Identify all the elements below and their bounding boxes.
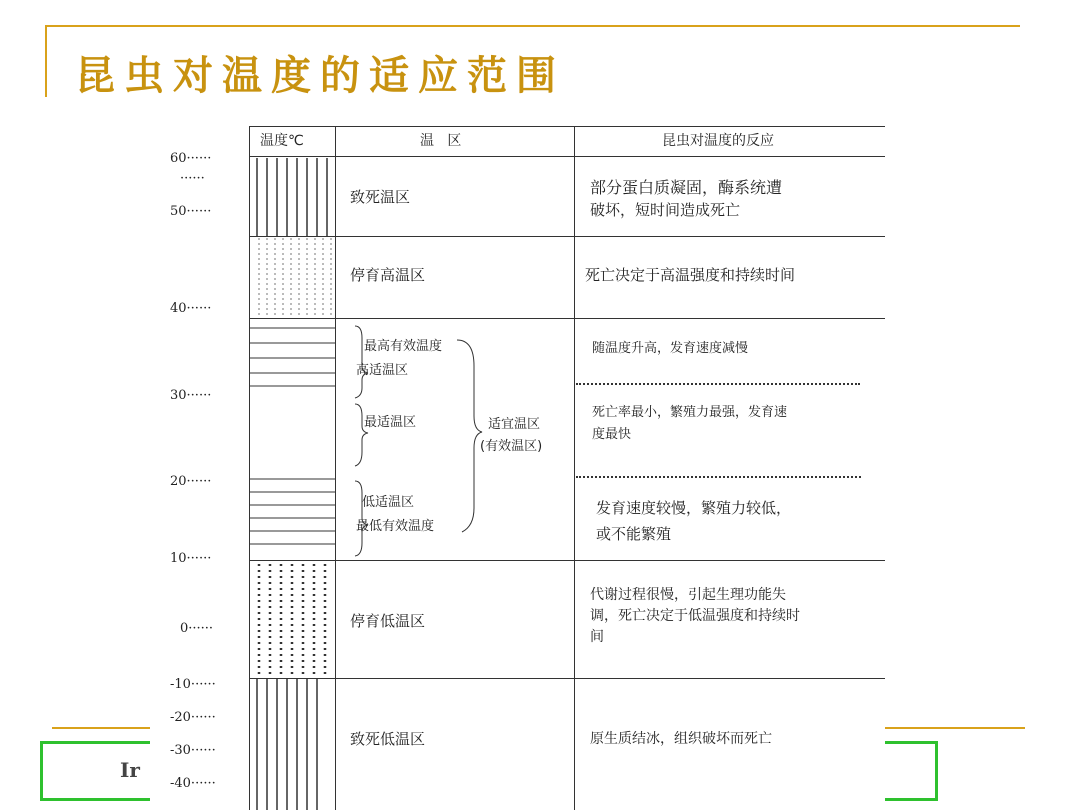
bottom-accent-line-right xyxy=(880,727,1025,729)
zone-high-suitable: 高适温区 xyxy=(356,363,409,378)
header-separator xyxy=(250,156,885,157)
footer-text: Ir xyxy=(120,758,140,782)
response-optimal-line1: 死亡率最小，繁殖力最强，发育速 xyxy=(592,405,788,420)
header-response: 昆虫对温度的反应 xyxy=(662,133,774,149)
tick-20: 20······ xyxy=(170,474,212,489)
zone-low-suitable: 低适温区 xyxy=(362,495,415,510)
slide-title: 昆虫对温度的适应范围 xyxy=(75,52,565,99)
response-divider-2 xyxy=(576,476,861,478)
header-temperature: 温度℃ xyxy=(260,133,304,149)
response-dormant-high: 死亡决定于高温强度和持续时间 xyxy=(585,266,796,284)
tick-minus30: -30······ xyxy=(170,743,216,758)
left-accent-line xyxy=(45,25,47,97)
row-border-40 xyxy=(250,318,885,319)
zone-dormant-high: 停育高温区 xyxy=(350,266,426,284)
lethal-high-vertical-lines xyxy=(257,158,327,236)
column-border-temp xyxy=(335,126,336,810)
response-low-suitable-line2: 或不能繁殖 xyxy=(596,525,672,543)
tick-0: 0······ xyxy=(180,621,214,636)
tick-40: 40······ xyxy=(170,301,212,316)
dormant-high-dashed-lines xyxy=(259,238,331,318)
zone-optimal: 最适温区 xyxy=(364,415,417,430)
tick-minus20: -20······ xyxy=(170,710,216,725)
temperature-column-patterns xyxy=(150,126,885,810)
response-lethal-high-line1: 部分蛋白质凝固，酶系统遭 xyxy=(590,178,783,197)
zone-effective: (有效温区) xyxy=(480,439,543,454)
top-accent-line xyxy=(45,25,1020,27)
column-border-left xyxy=(249,126,250,810)
tick-60: 60······ xyxy=(170,151,212,166)
response-divider-1 xyxy=(576,383,860,385)
zone-max-effective: 最高有效温度 xyxy=(364,339,443,354)
tick-minus10: -10······ xyxy=(170,677,216,692)
suitable-horizontal-lines xyxy=(250,328,335,544)
response-lethal-high-line2: 破坏，短时间造成死亡 xyxy=(590,201,741,219)
temperature-zone-table xyxy=(150,126,885,810)
zone-suitable: 适宜温区 xyxy=(488,417,541,432)
column-border-zone xyxy=(574,126,575,810)
zone-lethal-low: 致死低温区 xyxy=(350,730,426,748)
tick-minus40: -40······ xyxy=(170,776,216,791)
row-border-50 xyxy=(250,236,885,237)
response-low-suitable-line1: 发育速度较慢，繁殖力较低， xyxy=(596,499,792,517)
response-dormant-low-line2: 调，死亡决定于低温强度和持续时 xyxy=(590,608,800,624)
zone-min-effective: 最低有效温度 xyxy=(356,519,435,534)
row-border-minus10 xyxy=(250,678,885,679)
response-dormant-low-line3: 间 xyxy=(590,629,604,645)
lethal-low-vertical-lines xyxy=(257,678,317,810)
tick-50: 50······ xyxy=(170,204,212,219)
tick-10: 10······ xyxy=(170,551,212,566)
response-optimal-line2: 度最快 xyxy=(592,427,632,442)
dormant-low-dotted-lines xyxy=(259,564,325,676)
response-lethal-low: 原生质结冰，组织破坏而死亡 xyxy=(590,731,772,747)
response-high-suitable: 随温度升高，发育速度减慢 xyxy=(592,341,749,356)
zone-lethal-high: 致死温区 xyxy=(350,188,411,206)
table-top-border xyxy=(250,126,885,127)
zone-dormant-low: 停育低温区 xyxy=(350,612,426,630)
tick-30: 30······ xyxy=(170,388,212,403)
header-zone: 温 区 xyxy=(420,133,462,149)
tick-ellipsis: ······ xyxy=(180,171,205,186)
row-border-10 xyxy=(250,560,885,561)
response-dormant-low-line1: 代谢过程很慢，引起生理功能失 xyxy=(590,587,786,603)
bottom-accent-line-left xyxy=(52,727,162,729)
